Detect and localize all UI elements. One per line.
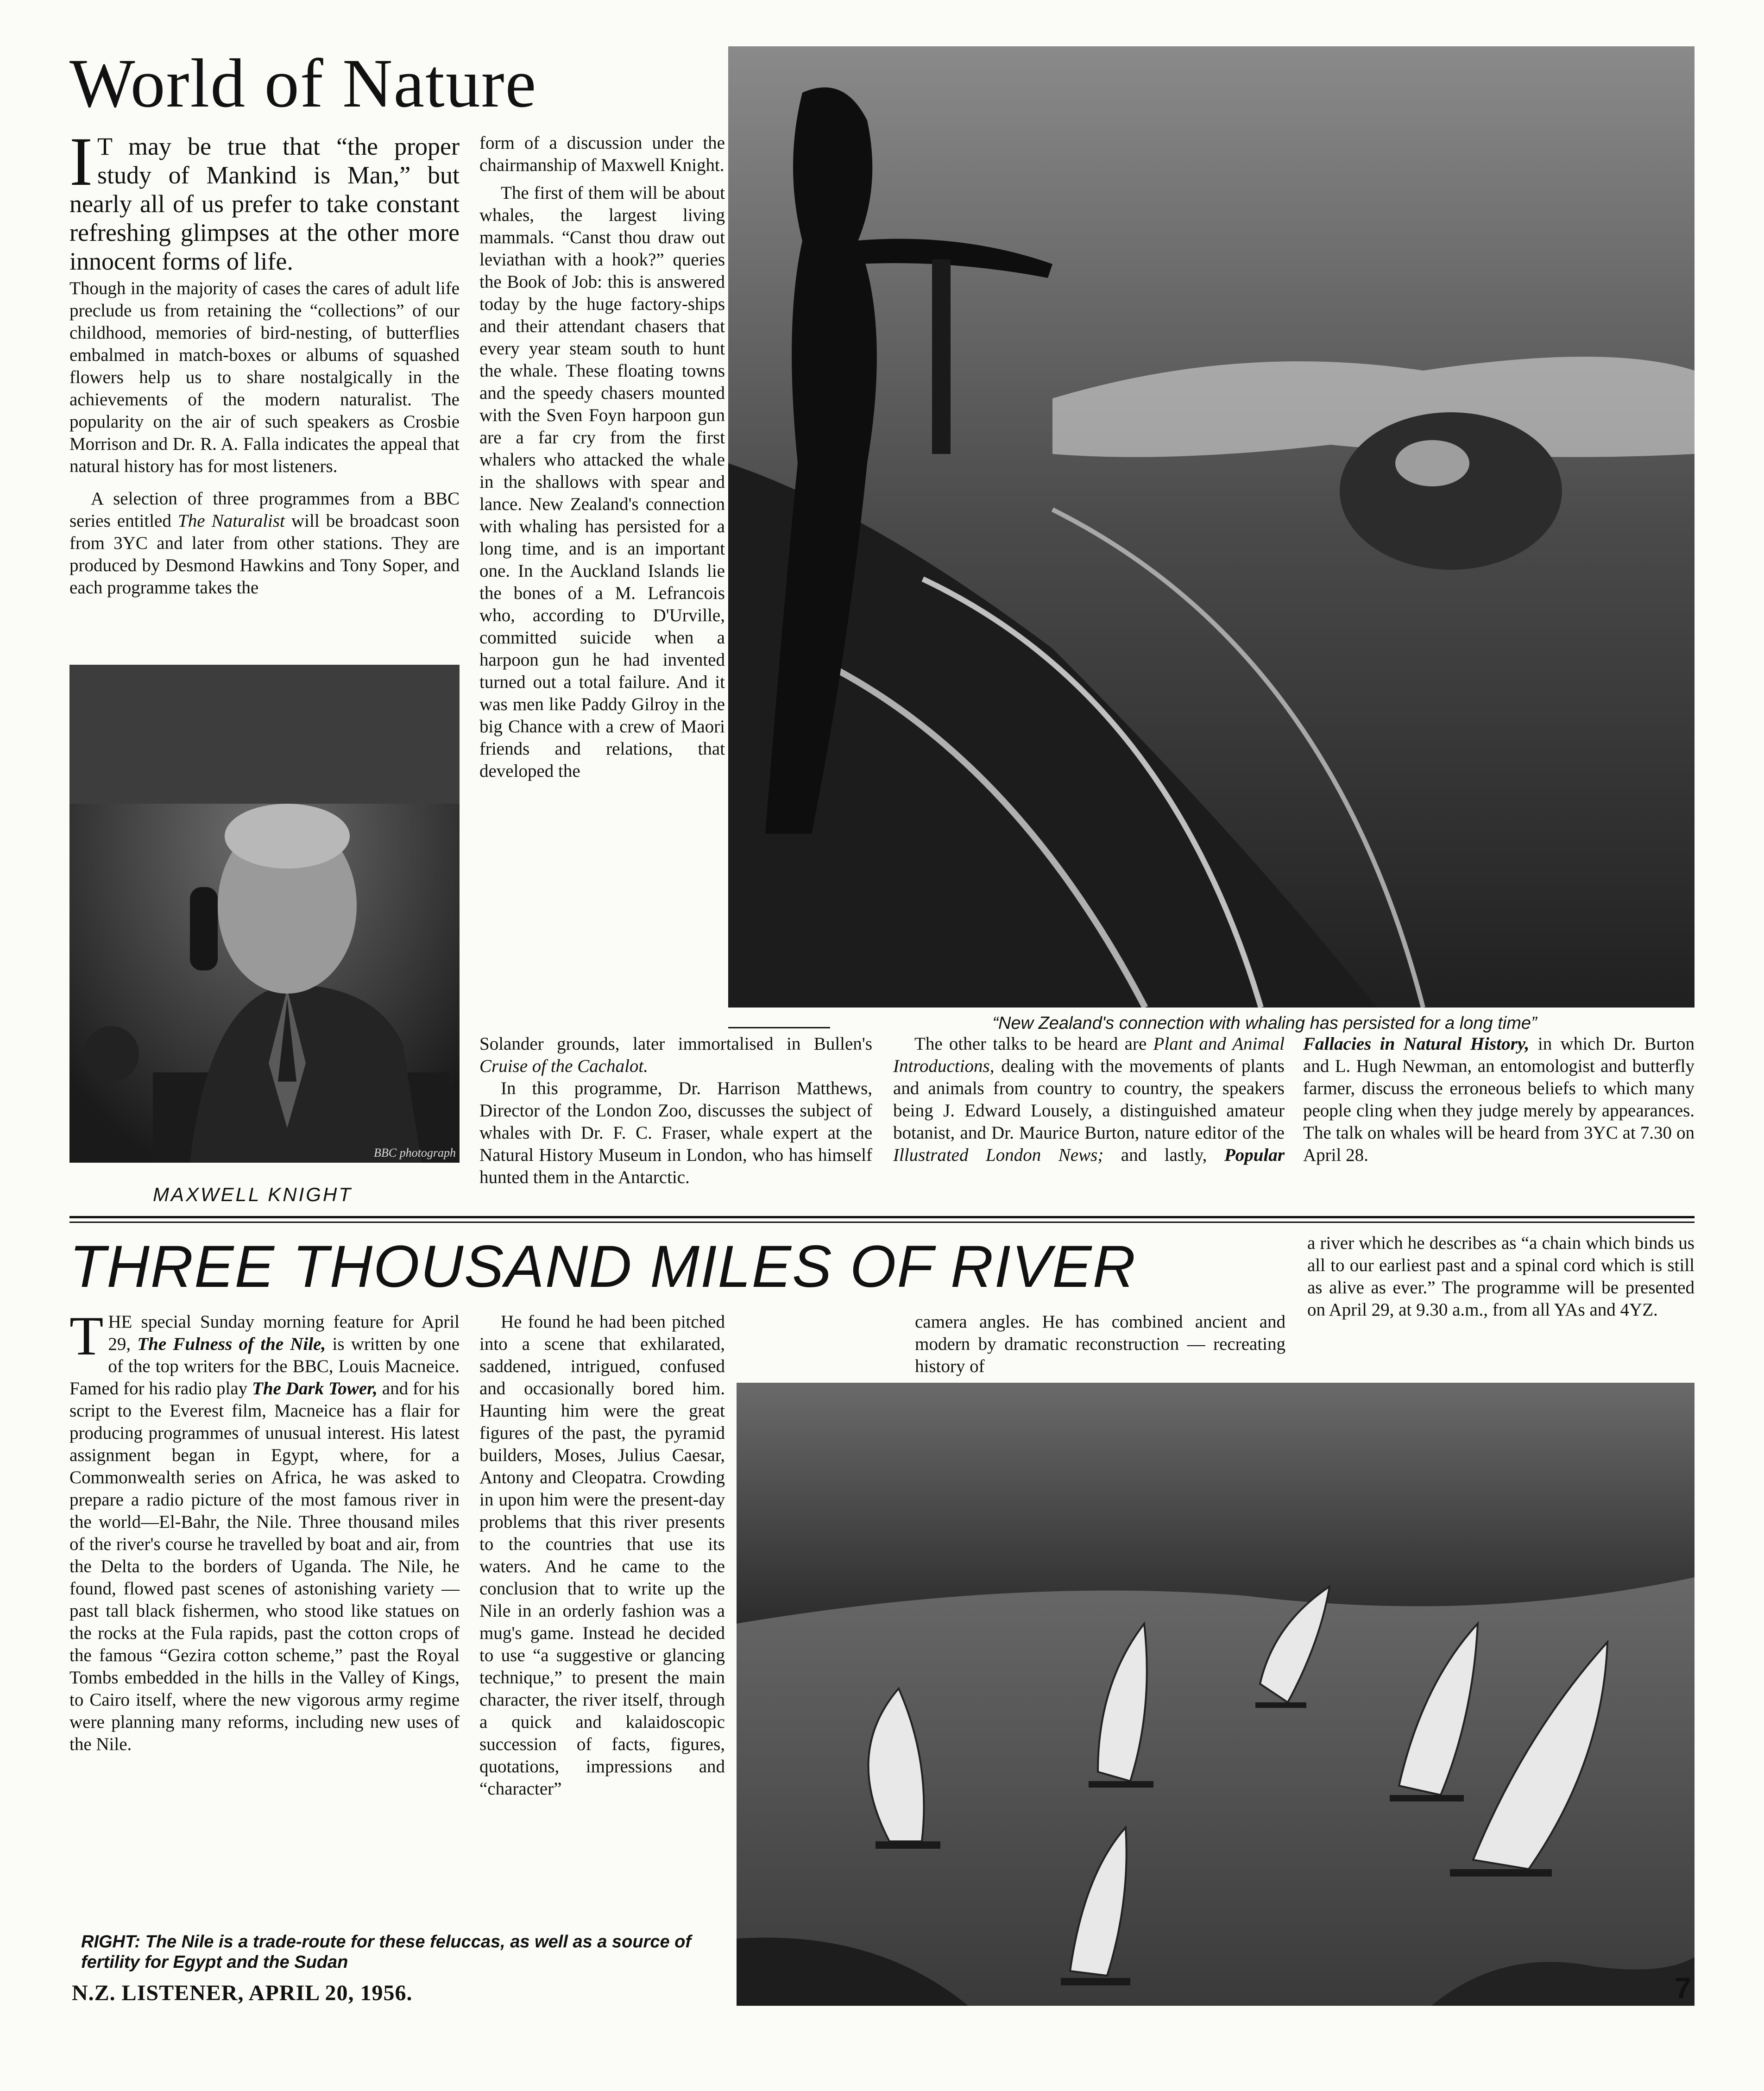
masthead-footer: N.Z. LISTENER, APRIL 20, 1956. <box>72 1981 413 2005</box>
portrait-image <box>69 665 460 1163</box>
whaling-image <box>728 46 1695 1008</box>
drop-cap: I <box>69 123 93 200</box>
article-title: World of Nature <box>69 45 537 122</box>
paragraph: He found he had been pitched into a scene that exhilarated, saddened, intrigued, confused and occasionally bored him. Haunting him were the great figures of the past, the pyramid builders, Moses, Julius Caesar, Antony and Cleopatra. Crowding in upon him were the present-day problems that this river presents to the countries that use its waters. And he came to the conclusion that to write up the Nile in an orderly fashion was a mug's game. Instead he decided to use “a suggestive or glancing technique,” to present the main character, the river itself, through a quick and kalaidoscopic succession of facts, figures, quotations, impressions and “character” <box>479 1312 725 1799</box>
section-divider <box>69 1222 1695 1223</box>
paragraph: Though in the majority of cases the cares of adult life preclude us from retaining the “collections” of our childhood, memories of bird-nesting, of butterflies embalmed in match-boxes or albums of squashed flowers help us to share nostalgically in the achievements of the modern naturalist. The popularity on the air of such speakers as Crosbie Morrison and Dr. R. A. Falla indicates the appeal that natural history has for most listeners. <box>69 278 460 476</box>
section-divider <box>69 1216 1695 1218</box>
drop-cap: T <box>69 1305 104 1367</box>
article2-column-1 <box>69 1305 460 1927</box>
whaling-photo-caption: “New Zealand's connection with whaling has persisted for a long time” <box>992 1014 1537 1033</box>
paragraph: Solander grounds, later immortalised in Bullen's Cruise of the Cachalot. <box>479 1034 872 1076</box>
article1-column-2 <box>479 132 725 1026</box>
paragraph: A selection of three programmes from a BBC series entitled The Naturalist will be broadcast soon from 3YC and later from other stations. They are produced by Desmond Hawkins and Tony Soper, and each programme takes the <box>69 489 460 598</box>
article1-column-1 <box>69 123 460 655</box>
page-number: 7 <box>1675 1971 1691 2005</box>
caption-rule <box>728 1027 830 1028</box>
article-title: THREE THOUSAND MILES OF RIVER <box>69 1234 1137 1300</box>
article1-column-3 <box>893 1033 1695 1209</box>
article2-column-2 <box>479 1311 725 1927</box>
nile-photo <box>737 1383 1695 2006</box>
nile-image <box>737 1383 1695 2006</box>
paragraph: The first of them will be about whales, the largest living mammals. “Canst thou draw out leviathan with a hook?” queries the Book of Job: this is answered today by the huge factory-ships and their attendant chasers that every year steam south to hunt the whale. These floating towns and the speedy chasers mounted with the Sven Foyn harpoon gun are a far cry from the first whalers who attacked the whale in the shallows with spear and lance. New Zealand's connection with whaling has persisted for a long time, and is an important one. In the Auckland Islands lie the bones of a M. Lefrancois who, according to D'Urville, committed suicide when a harpoon gun he had invented turned out a total failure. And it was men like Paddy Gilroy in the big Chance with a crew of Maori friends and relations, that developed the <box>479 183 725 781</box>
portrait-caption: MAXWELL KNIGHT <box>153 1184 353 1205</box>
nile-photo-caption: RIGHT: The Nile is a trade-route for these feluccas, as well as a source of fertility for Egypt and the Sudan <box>81 1932 692 1972</box>
article2-column-3 <box>915 1311 1285 1380</box>
paragraph: In this programme, Dr. Harrison Matthews, Director of the London Zoo, discusses the subject of whales with Dr. F. C. Fraser, whale expert at the Natural History Museum in London, who has himself hunted them in the Antarctic. <box>479 1078 872 1187</box>
article2-column-4 <box>1307 1232 1695 1385</box>
paragraph: The other talks to be heard are Plant and Animal Introductions, dealing with the movements of plants and animals from country to country, the speakers being J. Edward Lousely, a distinguished amateur botanist, and Dr. Maurice Burton, nature editor of the Illustrated London News; and lastly, Popular Fallacies in Natural History, in which Dr. Burton and L. Hugh Newman, an entomologist and butterfly farmer, discuss the erroneous beliefs to which many people cling when they judge merely by appearances. The talk on whales will be heard from 3YC at 7.30 on April 28. <box>893 1034 1695 1165</box>
paragraph: a river which he describes as “a chain which binds us all to our earliest past and a spinal cord which is still as alive as ever.” The programme will be presented on April 29, at 9.30 a.m., from all YAs and 4YZ. <box>1307 1233 1695 1320</box>
paragraph: form of a discussion under the chairmanship of Maxwell Knight. <box>479 133 725 175</box>
lead-paragraph: T may be true that “the proper study of Mankind is Man,” but nearly all of us prefer to take constant refreshing glimpses at the other more innocent forms of life. <box>69 132 460 275</box>
paragraph: camera angles. He has combined ancient and modern by dramatic reconstruction — recreating history of <box>915 1312 1285 1376</box>
paragraph: THE special Sunday morning feature for April 29, The Fulness of the Nile, is written by one of the top writers for the BBC, Louis Macneice. Famed for his radio play The Dark Tower, and for his script to the Everest film, Macneice has a flair for producing programmes of unusual interest. His latest assignment began in Egypt, where, for a Commonwealth series on Africa, he was asked to prepare a radio picture of the most famous river in the world—El-Bahr, the Nile. Three thousand miles of the river's course he travelled by boat and air, from the Delta to the borders of Uganda. The Nile, he found, flowed past scenes of astonishing variety — past tall black fishermen, who stood like statues on the rocks at the Fula rapids, past the cotton crops of the famous “Gezira cotton scheme,” past the Royal Tombs embedded in the hills in the Valley of Kings, to Cairo itself, where the new vigorous army regime were planning many reforms, including new uses of the Nile. <box>69 1305 460 1754</box>
whaling-photo <box>728 46 1695 1008</box>
portrait-photo <box>69 665 460 1163</box>
article1-column-2-continued <box>479 1033 872 1209</box>
photo-credit: BBC photograph <box>374 1146 456 1159</box>
